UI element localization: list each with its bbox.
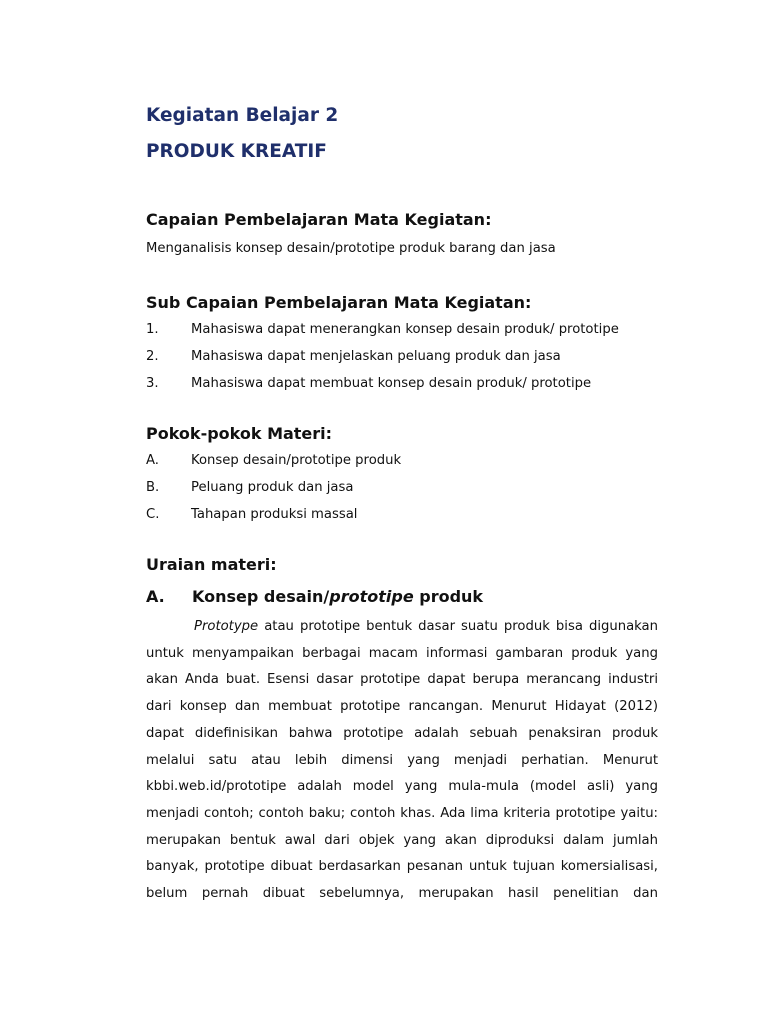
list-marker: B. (146, 480, 160, 495)
paragraph-line: melalui satu atau lebih dimensi yang menjadi perhatian. Menurut (146, 752, 658, 768)
list-item-text: Tahapan produksi massal (191, 507, 358, 522)
paragraph-line: belum pernah dibuat sebelumnya, merupakan hasil penelitian dan (146, 886, 658, 902)
chapter-title: PRODUK KREATIF (146, 141, 327, 162)
list-item (146, 505, 658, 532)
paragraph-line: merupakan bentuk awal dari objek yang akan diproduksi dalam jumlah (146, 832, 658, 848)
subsection-title: Konsep desain/prototipe produk (192, 587, 484, 606)
document-page (146, 103, 658, 908)
pokok-materi-list (146, 451, 658, 532)
uraian-heading: Uraian materi: (146, 555, 277, 574)
subsection-heading (146, 586, 658, 608)
list-item-text: Mahasiswa dapat menerangkan konsep desain produk/ prototipe (191, 322, 619, 337)
list-item (146, 478, 658, 505)
paragraph-line: kbbi.web.id/prototipe adalah model yang mula-mula (model asli) yang (146, 779, 658, 795)
list-item (146, 320, 658, 347)
chapter-label: Kegiatan Belajar 2 (146, 105, 339, 126)
paragraph-line: akan Anda buat. Esensi dasar prototipe dapat berupa merancang industri (146, 672, 658, 688)
list-item (146, 374, 658, 401)
subsection-marker: A. (146, 587, 165, 606)
list-item (146, 451, 658, 478)
list-item-text: Konsep desain/prototipe produk (191, 453, 402, 468)
body-paragraph (146, 614, 658, 908)
list-item (146, 347, 658, 374)
sub-capaian-list (146, 320, 658, 401)
paragraph-line: dari konsep dan membuat prototipe rancangan. Menurut Hidayat (2012) (146, 699, 658, 715)
list-item-text: Mahasiswa dapat menjelaskan peluang produk dan jasa (191, 349, 561, 364)
sub-capaian-heading: Sub Capaian Pembelajaran Mata Kegiatan: (146, 293, 532, 312)
list-marker: A. (146, 453, 159, 468)
pokok-materi-heading: Pokok-pokok Materi: (146, 424, 333, 443)
list-marker: 1. (146, 322, 159, 337)
list-marker: 3. (146, 376, 159, 391)
list-item-text: Mahasiswa dapat membuat konsep desain produk/ prototipe (191, 376, 592, 391)
paragraph-line: menjadi contoh; contoh baku; contoh khas. Ada lima kriteria prototipe yaitu: (146, 805, 658, 821)
capaian-heading: Capaian Pembelajaran Mata Kegiatan: (146, 210, 492, 229)
list-marker: C. (146, 507, 160, 522)
capaian-text: Menganalisis konsep desain/prototipe produk barang dan jasa (146, 241, 556, 256)
list-item-text: Peluang produk dan jasa (191, 480, 354, 495)
paragraph-line: untuk menyampaikan berbagai macam informasi gambaran produk yang (146, 645, 658, 661)
paragraph-line: dapat didefinisikan bahwa prototipe adalah sebuah penaksiran produk (146, 725, 658, 741)
paragraph-line: Prototype atau prototipe bentuk dasar suatu produk bisa digunakan (194, 619, 658, 634)
paragraph-line: banyak, prototipe dibuat berdasarkan pesanan untuk tujuan komersialisasi, (146, 859, 658, 875)
list-marker: 2. (146, 349, 159, 364)
